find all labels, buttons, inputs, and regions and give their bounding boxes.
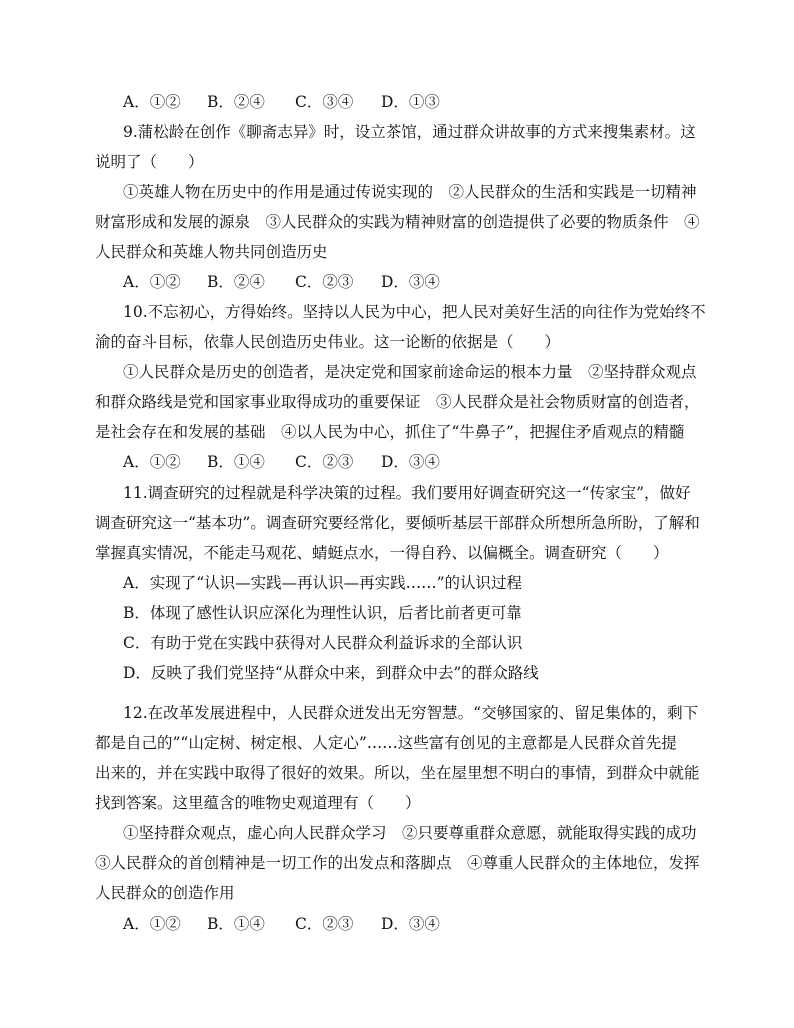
q12-option-a: A．①② <box>123 915 181 933</box>
q10-option-b: B．①④ <box>207 453 265 471</box>
q8-option-c: C．③④ <box>295 93 354 111</box>
q11-stem-line-3: 掌握真实情况，不能走马观花、蜻蜓点水，一得自矜、以偏概全。调查研究（ ） <box>95 544 669 562</box>
q9-stem-line-2: 说明了（ ） <box>95 153 204 171</box>
q10-stem-line-1: 10.不忘初心，方得始终。坚持以人民为中心，把人民对美好生活的向往作为党始终不 <box>123 303 706 321</box>
q12-option-d: D．③④ <box>381 915 440 933</box>
q8-option-b: B．②④ <box>207 93 265 111</box>
q9-option-a: A．①② <box>123 273 181 291</box>
q12-stem-line-2: 都是自己的”“山定树、树定根、人定心”……这些富有创见的主意都是人民群众首先提 <box>95 734 677 752</box>
q10-option-d: D．③④ <box>381 453 440 471</box>
q12-statement-line-2: ③人民群众的首创精神是一切工作的出发点和落脚点 ④尊重人民群众的主体地位，发挥 <box>95 854 700 872</box>
q8-option-a: A．①② <box>123 93 181 111</box>
q11-choice-b: B．体现了感性认识应深化为理性认识，后者比前者更可靠 <box>123 604 522 622</box>
q12-option-b: B．①④ <box>207 915 265 933</box>
q9-statement-line-1: ①英雄人物在历史中的作用是通过传说实现的 ②人民群众的生活和实践是一切精神 <box>123 183 697 201</box>
q12-statement-line-1: ①坚持群众观点，虚心向人民群众学习 ②只要尊重群众意愿，就能取得实践的成功 <box>123 824 697 842</box>
q9-statement-line-3: 人民群众和英雄人物共同创造历史 <box>95 243 328 261</box>
q9-option-b: B．②④ <box>207 273 265 291</box>
q12-statement-line-3: 人民群众的创造作用 <box>95 884 235 902</box>
q9-option-d: D．③④ <box>381 273 440 291</box>
q9-option-c: C．②③ <box>295 273 354 291</box>
q11-choice-d: D．反映了我们党坚持“从群众中来，到群众中去”的群众路线 <box>123 664 539 682</box>
q12-stem-line-3: 出来的，并在实践中取得了很好的效果。所以，坐在屋里想不明白的事情，到群众中就能 <box>95 764 700 782</box>
q12-stem-line-4: 找到答案。这里蕴含的唯物史观道理有（ ） <box>95 794 421 812</box>
q11-stem-line-2: 调查研究这一“基本功”。调查研究要经常化，要倾听基层干部群众所想所急所盼，了解和 <box>95 514 700 532</box>
q10-statement-line-1: ①人民群众是历史的创造者，是决定党和国家前途命运的根本力量 ②坚持群众观点 <box>123 363 697 381</box>
q10-statement-line-3: 是社会存在和发展的基础 ④以人民为中心，抓住了“牛鼻子”，把握住矛盾观点的精髓 <box>95 423 685 441</box>
q12-option-c: C．②③ <box>295 915 354 933</box>
q11-choice-a: A．实现了“认识—实践—再认识—再实践……”的认识过程 <box>123 574 523 592</box>
q10-option-c: C．②③ <box>295 453 354 471</box>
q9-stem-line-1: 9.蒲松龄在创作《聊斋志异》时，设立茶馆，通过群众讲故事的方式来搜集素材。这 <box>123 123 696 141</box>
q12-stem-line-1: 12.在改革发展进程中，人民群众迸发出无穷智慧。“交够国家的、留足集体的，剩下 <box>123 704 699 722</box>
q11-stem-line-1: 11.调查研究的过程就是科学决策的过程。我们要用好调查研究这一“传家宝”，做好 <box>123 484 691 502</box>
q9-statement-line-2: 财富形成和发展的源泉 ③人民群众的实践为精神财富的创造提供了必要的物质条件 ④ <box>95 213 700 231</box>
q8-option-d: D．①③ <box>381 93 440 111</box>
q10-statement-line-2: 和群众路线是党和国家事业取得成功的重要保证 ③人民群众是社会物质财富的创造者， <box>95 393 700 411</box>
q10-stem-line-2: 渝的奋斗目标，依靠人民创造历史伟业。这一论断的依据是（ ） <box>95 333 561 351</box>
q11-choice-c: C．有助于党在实践中获得对人民群众利益诉求的全部认识 <box>123 634 523 652</box>
q10-option-a: A．①② <box>123 453 181 471</box>
